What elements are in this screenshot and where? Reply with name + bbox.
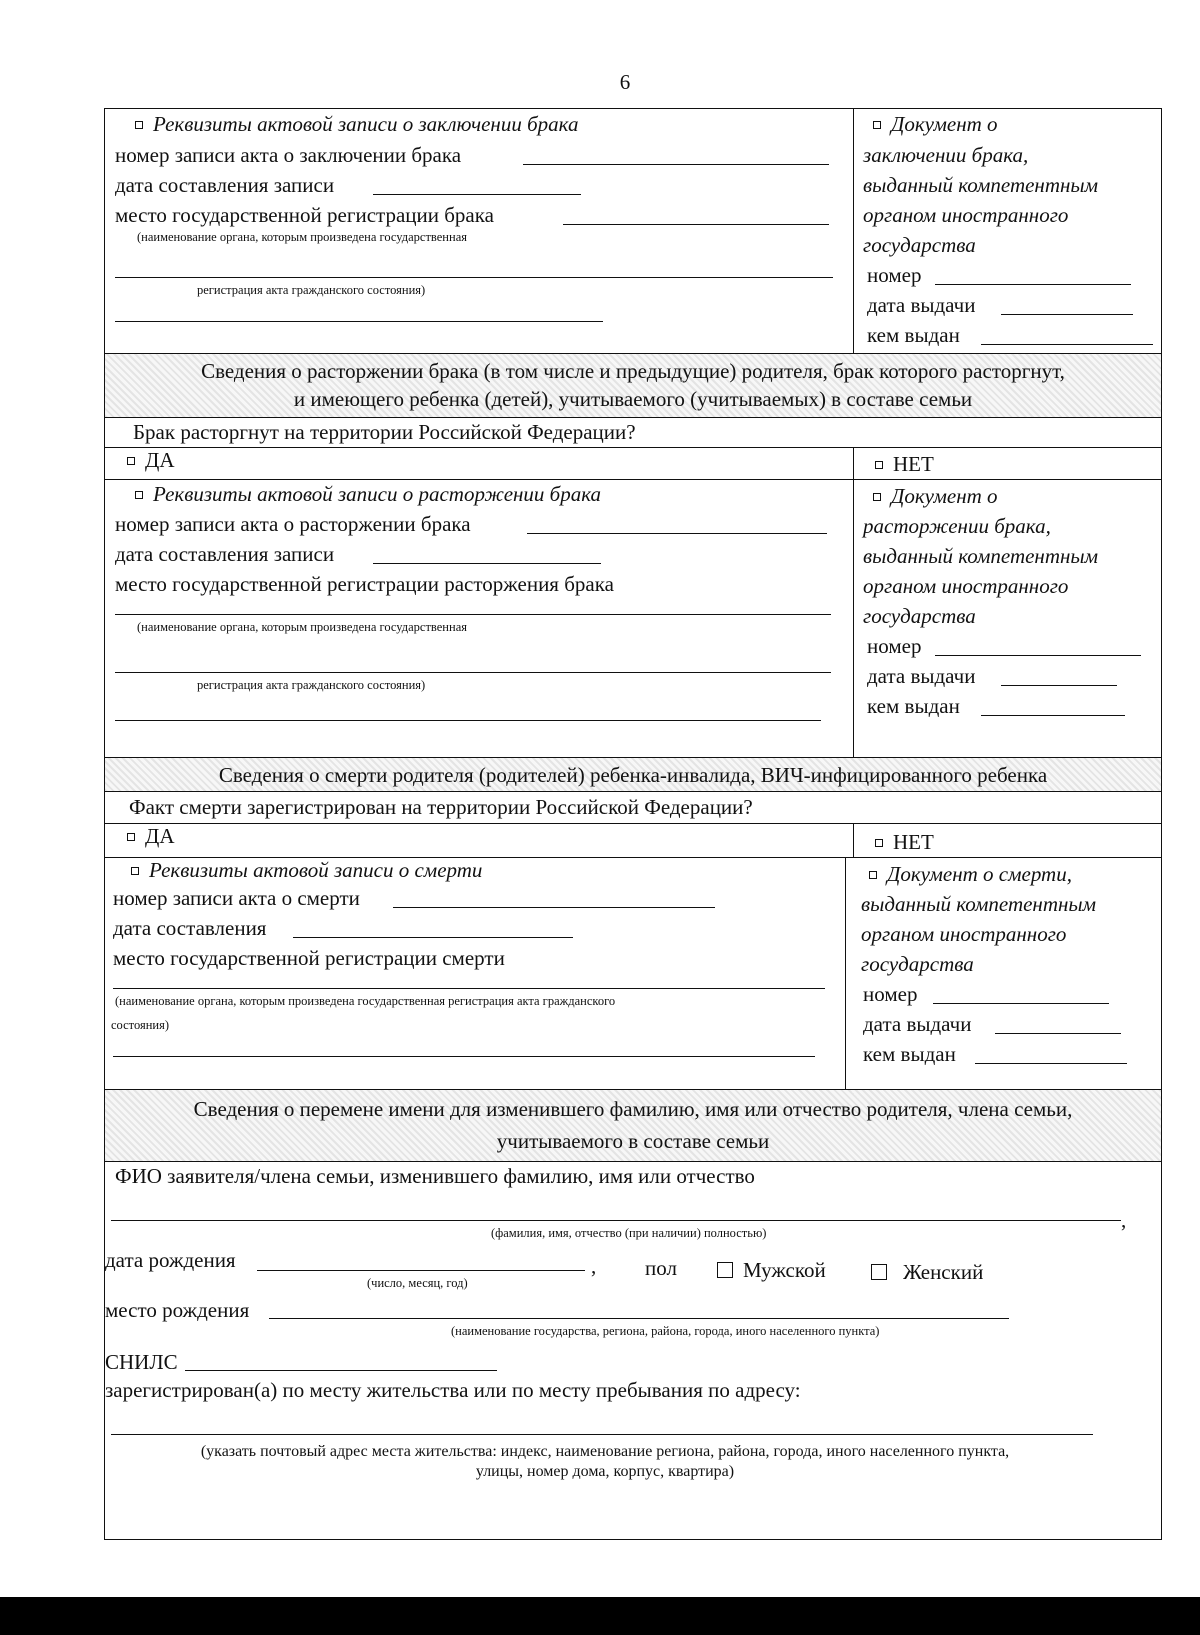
registered-label: зарегистрирован(а) по месту жительства или по месту пребывания по адресу: [105,1378,801,1402]
sex-female-option[interactable]: Женский [871,1260,983,1284]
marriage-reg-organ-field-2[interactable] [115,321,603,322]
marriage-reg-place-label: место государственной регистрации брака [115,203,494,227]
snils-field[interactable] [185,1370,497,1371]
death-foreign-doc[interactable]: Документ о смерти, [861,862,1072,886]
checkbox-icon[interactable] [871,1264,887,1280]
birth-place-label: место рождения [105,1298,250,1322]
address-hint: улицы, номер дома, корпус, квартира) [475,1463,735,1480]
death-record-date-label: дата составления [113,916,267,940]
marriage-doc-line: выданный компетентным [863,173,1099,197]
death-hint: состояния) [111,1018,170,1032]
divorce-doc-line: государства [863,604,976,628]
divorce-doc-number-label: номер [867,634,922,658]
birth-date-field[interactable] [257,1270,585,1271]
death-question: Факт смерти зарегистрирован на территории Российской Федерации? [129,795,753,819]
marriage-heading[interactable]: Реквизиты актовой записи о заключении брака [127,112,578,136]
birth-date-hint: (число, месяц, год) [367,1276,468,1290]
divorce-hint: регистрация акта гражданского состояния) [197,678,426,692]
death-doc-line: органом иностранного [861,922,1067,946]
death-question-row [105,791,1161,823]
death-reg-place-field[interactable] [113,988,825,989]
marriage-hint: регистрация акта гражданского состояния) [197,283,426,297]
death-header-line: Сведения о смерти родителя (родителей) ребенка-инвалида, ВИЧ-инфицированного ребенка [218,763,1048,787]
marriage-doc-line: заключении брака, [863,143,1029,167]
column-divider [853,480,854,757]
fio-hint: (фамилия, имя, отчество (при наличии) полностью) [491,1226,767,1240]
marriage-doc-issuer-field[interactable] [981,344,1153,345]
divorce-header-line: Сведения о расторжении брака (в том числе и предыдущие) родителя, брак которого расторгнут, [201,359,1065,383]
death-hint: (наименование органа, которым произведена государственная регистрация акта гражданского [115,994,616,1008]
death-doc-line: государства [861,952,974,976]
checkbox-icon[interactable] [873,493,881,501]
column-divider [845,858,846,1089]
divorce-section [105,479,1161,757]
death-doc-issuer-field[interactable] [975,1063,1127,1064]
death-doc-line: выданный компетентным [861,892,1097,916]
divorce-yes-option[interactable]: ДА [119,448,175,472]
checkbox-icon[interactable] [875,461,883,469]
divorce-doc-date-field[interactable] [1001,685,1117,686]
divorce-reg-place-label: место государственной регистрации расторжения брака [115,572,614,596]
checkbox-icon[interactable] [869,871,877,879]
death-record-number-field[interactable] [393,907,715,908]
column-divider [853,448,854,479]
death-record-date-field[interactable] [293,937,573,938]
page-number: 6 [619,70,631,94]
fio-label: ФИО заявителя/члена семьи, изменившего фамилию, имя или отчество [115,1164,755,1188]
marriage-doc-number-label: номер [867,263,922,287]
sex-label: пол [645,1256,677,1280]
divorce-doc-date-label: дата выдачи [867,664,976,688]
death-record-number-label: номер записи акта о смерти [113,886,360,910]
address-field[interactable] [111,1434,1093,1435]
column-divider [853,109,854,353]
divorce-reg-place-field[interactable] [115,614,831,615]
marriage-section [105,109,1161,353]
death-doc-number-field[interactable] [933,1003,1109,1004]
name-change-header-line: учитываемого в составе семьи [496,1129,770,1153]
checkbox-icon[interactable] [873,121,881,129]
marriage-reg-organ-field[interactable] [115,277,833,278]
death-reg-organ-field[interactable] [113,1056,815,1057]
divorce-doc-issuer-label: кем выдан [867,694,960,718]
checkbox-icon[interactable] [127,457,135,465]
death-section [105,857,1161,1089]
divorce-question: Брак расторгнут на территории Российской Федерации? [133,420,636,444]
divorce-record-number-label: номер записи акта о расторжении брака [115,512,471,536]
sex-male-option[interactable]: Мужской [717,1258,826,1282]
marriage-doc-date-label: дата выдачи [867,293,976,317]
divorce-doc-number-field[interactable] [935,655,1141,656]
marriage-record-date-field[interactable] [373,194,581,195]
checkbox-icon[interactable] [127,833,135,841]
death-heading[interactable]: Реквизиты актовой записи о смерти [123,858,482,882]
checkbox-icon[interactable] [135,121,143,129]
name-change-section [105,1161,1161,1541]
marriage-foreign-doc[interactable]: Документ о [865,112,998,136]
death-header [105,757,1161,791]
divorce-answer-row [105,447,1161,479]
divorce-doc-line: расторжении брака, [863,514,1051,538]
marriage-hint: (наименование органа, которым произведена государственная [137,230,467,244]
name-change-header [105,1089,1161,1161]
divorce-header-line: и имеющего ребенка (детей), учитываемого (учитываемых) в составе семьи [293,387,973,411]
scan-bottom-edge [0,1597,1200,1635]
divorce-heading[interactable]: Реквизиты актовой записи о расторжении брака [127,482,601,506]
divorce-reg-organ-field-2[interactable] [115,720,821,721]
snils-label: СНИЛС [105,1350,178,1374]
divorce-record-date-label: дата составления записи [115,542,335,566]
marriage-doc-issuer-label: кем выдан [867,323,960,347]
marriage-doc-line: органом иностранного [863,203,1069,227]
marriage-record-number-label: номер записи акта о заключении брака [115,143,462,167]
checkbox-icon[interactable] [717,1262,733,1278]
divorce-doc-line: выданный компетентным [863,544,1099,568]
death-doc-date-label: дата выдачи [863,1012,972,1036]
death-doc-issuer-label: кем выдан [863,1042,956,1066]
checkbox-icon[interactable] [135,491,143,499]
divorce-foreign-doc[interactable]: Документ о [865,484,998,508]
death-doc-number-label: номер [863,982,918,1006]
marriage-doc-line: государства [863,233,976,257]
marriage-doc-number-field[interactable] [935,284,1131,285]
birth-place-field[interactable] [269,1318,1009,1319]
death-yes-option[interactable]: ДА [119,824,175,848]
birth-date-label: дата рождения [105,1248,236,1272]
checkbox-icon[interactable] [875,839,883,847]
death-doc-date-field[interactable] [995,1033,1121,1034]
divorce-record-date-field[interactable] [373,563,601,564]
divorce-no-option[interactable]: НЕТ [867,452,934,476]
divorce-reg-organ-field[interactable] [115,672,831,673]
address-hint: (указать почтовый адрес места жительства: индекс, наименование региона, района, города, иного населенного пункта, [200,1443,1010,1460]
fio-comma: , [1121,1208,1127,1232]
death-no-option[interactable]: НЕТ [867,830,934,854]
name-change-header-line: Сведения о перемене имени для изменившего фамилию, имя или отчество родителя, члена семьи, [193,1097,1073,1121]
divorce-hint: (наименование органа, которым произведена государственная [137,620,467,634]
birth-date-comma: , [591,1254,597,1278]
divorce-record-number-field[interactable] [527,533,827,534]
checkbox-icon[interactable] [131,867,139,875]
death-answer-row [105,823,1161,857]
divorce-doc-line: органом иностранного [863,574,1069,598]
marriage-doc-date-field[interactable] [1001,314,1133,315]
birth-place-hint: (наименование государства, региона, района, города, иного населенного пункта) [451,1324,880,1338]
marriage-record-date-label: дата составления записи [115,173,335,197]
divorce-header [105,353,1161,417]
fio-field[interactable] [111,1220,1121,1221]
form-frame [104,108,1162,1540]
marriage-record-number-field[interactable] [523,164,829,165]
death-reg-place-label: место государственной регистрации смерти [113,946,505,970]
divorce-question-row [105,417,1161,447]
marriage-reg-place-field[interactable] [563,224,829,225]
column-divider [853,824,854,857]
divorce-doc-issuer-field[interactable] [981,715,1125,716]
